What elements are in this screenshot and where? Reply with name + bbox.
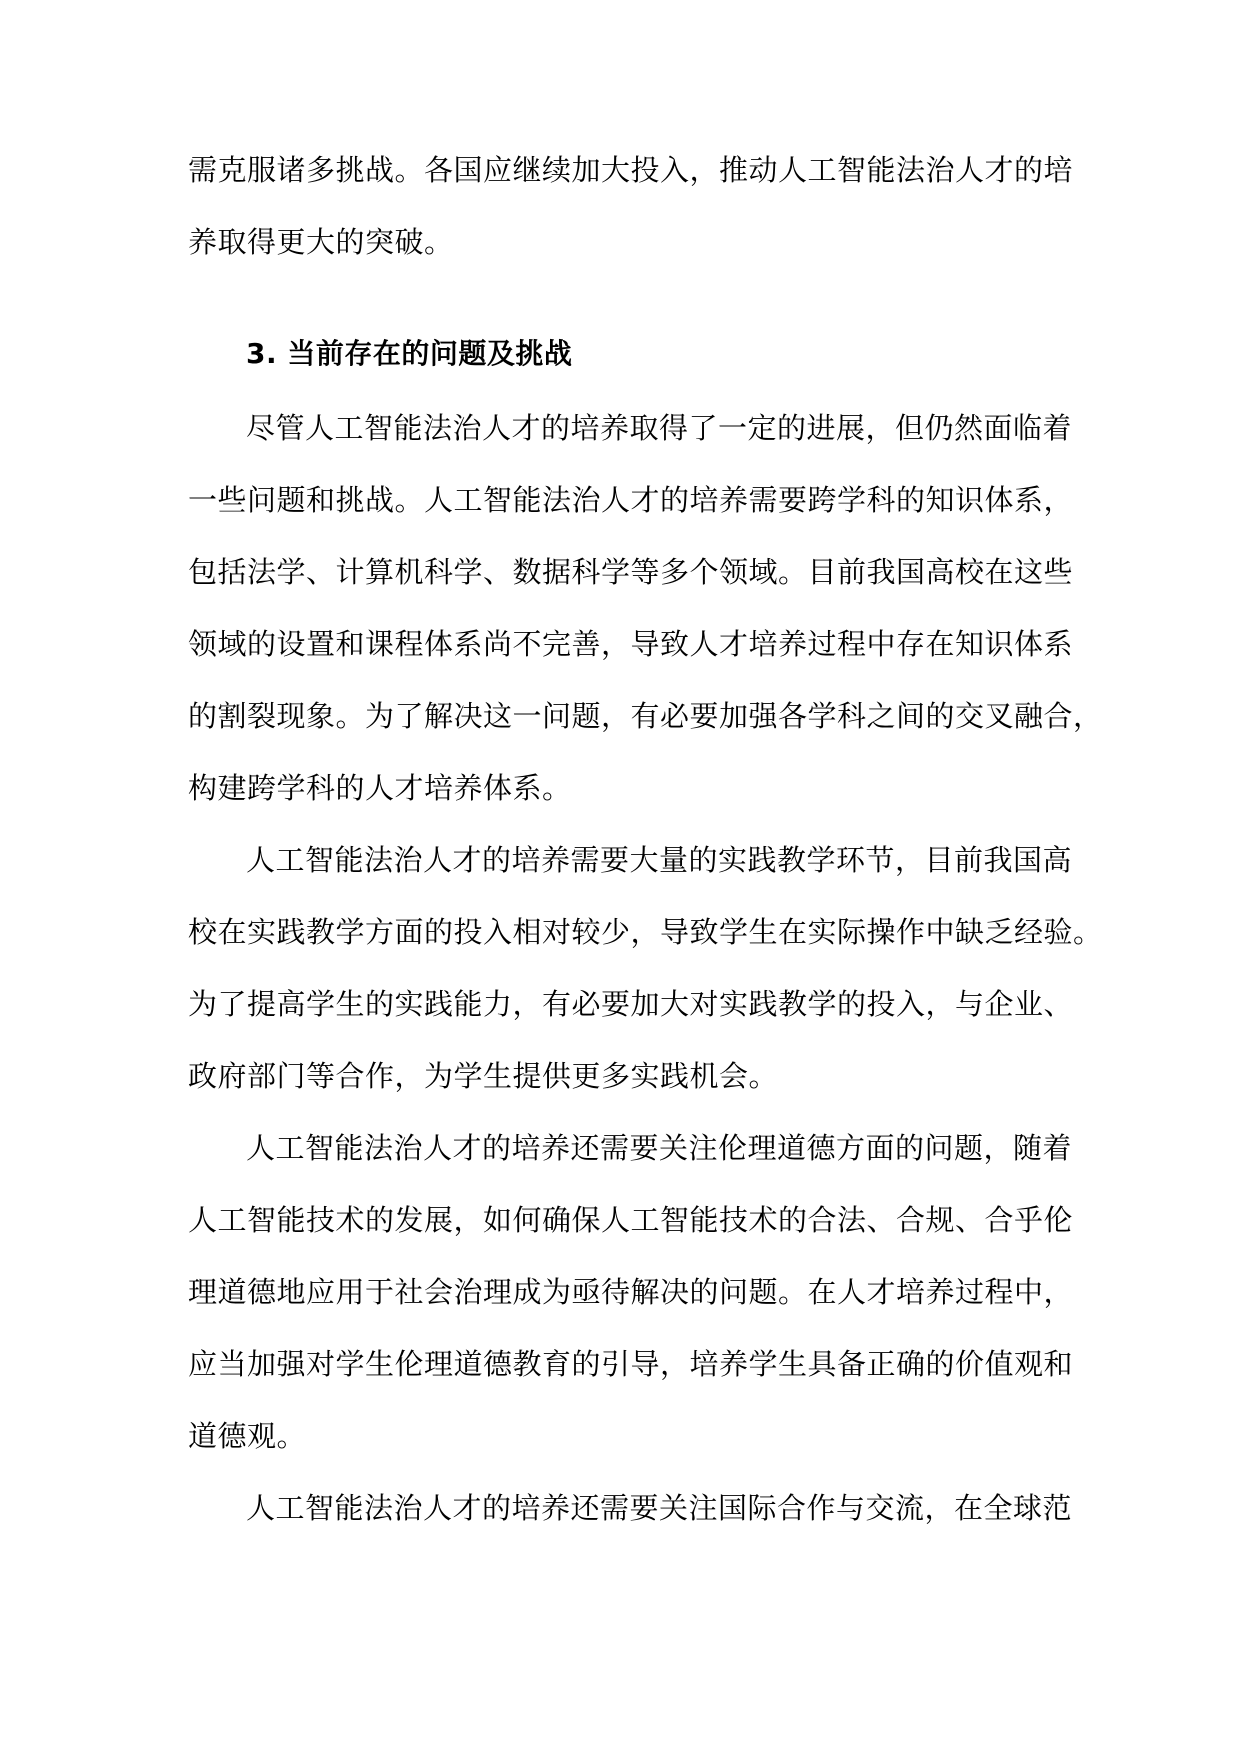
text-line-16: 应当加强对学生伦理道德教育的引导，培养学生具备正确的价值观和: [188, 1347, 1074, 1381]
text-line-12: 政府部门等合作，为学生提供更多实践机会。: [188, 1059, 779, 1093]
text-line-6: 领域的设置和课程体系尚不完善，导致人才培养过程中存在知识体系: [188, 627, 1074, 661]
text-line-9: 人工智能法治人才的培养需要大量的实践教学环节，目前我国高: [246, 843, 1073, 877]
text-line-1: 需克服诸多挑战。各国应继续加大投入，推动人工智能法治人才的培: [188, 153, 1074, 187]
text-line-10: 校在实践教学方面的投入相对较少，导致学生在实际操作中缺乏经验。: [188, 915, 1103, 949]
section-heading: 3. 当前存在的问题及挑战: [246, 337, 573, 370]
text-line-11: 为了提高学生的实践能力，有必要加大对实践教学的投入，与企业、: [188, 987, 1074, 1021]
text-line-15: 理道德地应用于社会治理成为亟待解决的问题。在人才培养过程中，: [188, 1275, 1074, 1309]
text-line-17: 道德观。: [188, 1419, 307, 1453]
text-line-18: 人工智能法治人才的培养还需要关注国际合作与交流，在全球范: [246, 1491, 1073, 1525]
text-line-4: 一些问题和挑战。人工智能法治人才的培养需要跨学科的知识体系，: [188, 483, 1074, 517]
text-line-14: 人工智能技术的发展，如何确保人工智能技术的合法、合规、合乎伦: [188, 1203, 1074, 1237]
text-line-8: 构建跨学科的人才培养体系。: [188, 771, 572, 805]
text-line-2: 养取得更大的突破。: [188, 225, 454, 259]
text-line-7: 的割裂现象。为了解决这一问题，有必要加强各学科之间的交叉融合，: [188, 699, 1103, 733]
text-line-3: 尽管人工智能法治人才的培养取得了一定的进展，但仍然面临着: [246, 411, 1073, 445]
text-line-5: 包括法学、计算机科学、数据科学等多个领域。目前我国高校在这些: [188, 555, 1074, 589]
text-line-13: 人工智能法治人才的培养还需要关注伦理道德方面的问题，随着: [246, 1131, 1073, 1165]
